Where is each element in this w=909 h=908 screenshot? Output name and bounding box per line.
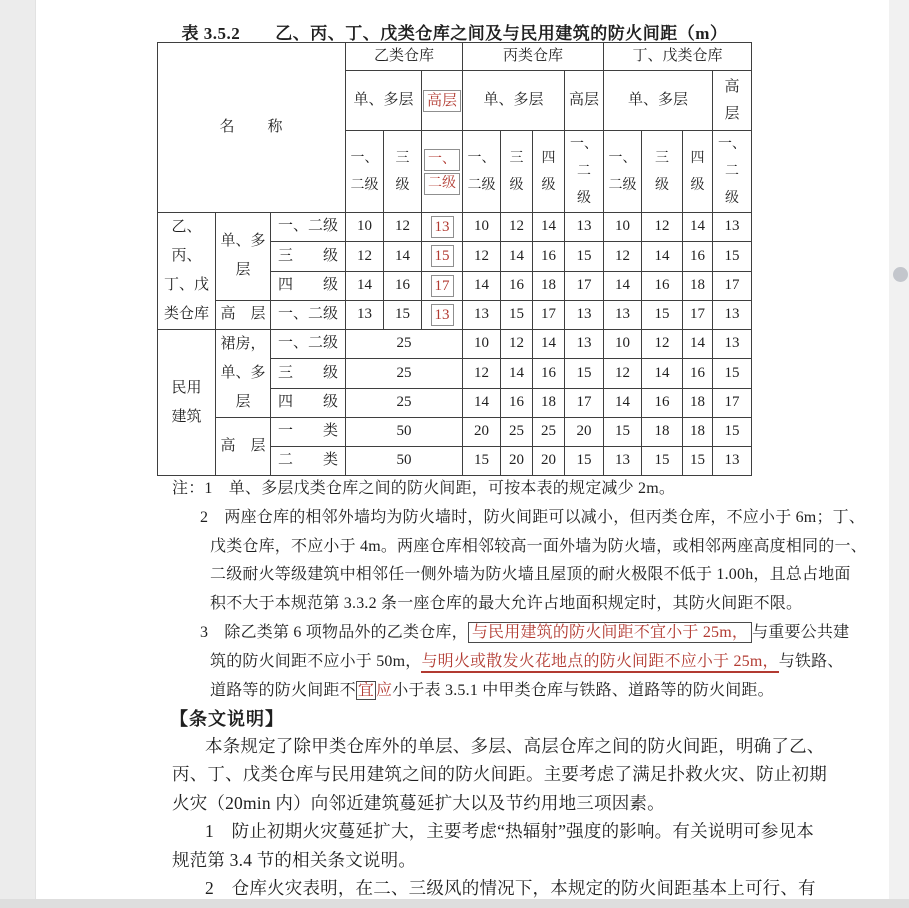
grade-line: 级 <box>690 177 705 193</box>
note-text: 戊类仓库，不应小于 4m。两座仓库相邻较高一面外墙为防火墙，或相邻两座高度相同的一、 <box>210 537 867 555</box>
table-caption: 表 3.5.2 乙、丙、丁、戊类仓库之间及与民用建筑的防火间距（m） <box>181 24 728 43</box>
value-cell: 12 <box>642 330 683 359</box>
grade-line: 四 <box>690 150 705 166</box>
grade-cell: 四 级 <box>271 388 346 417</box>
value-cell: 16 <box>533 242 565 271</box>
commentary-line <box>172 760 852 788</box>
grade-header-cell <box>604 131 642 213</box>
value-cell: 14 <box>533 213 565 242</box>
grade-cell: 一、二级 <box>271 300 346 329</box>
value-cell: 25 <box>501 418 533 447</box>
value-cell: 12 <box>384 213 422 242</box>
grade-header-cell <box>565 131 604 213</box>
value-cell: 13 <box>565 330 604 359</box>
grade-line: 一、 <box>718 137 747 152</box>
revision-box: 二级 <box>424 173 460 195</box>
grade-line: 二 <box>725 164 740 179</box>
value-cell: 16 <box>683 242 713 271</box>
note-line <box>172 619 872 648</box>
value-cell: 13 <box>713 330 752 359</box>
value-cell: 15 <box>713 418 752 447</box>
value-cell: 18 <box>642 418 683 447</box>
value-cell: 13 <box>713 213 752 242</box>
revision-char: 应 <box>376 681 393 699</box>
value-cell: 18 <box>683 271 713 300</box>
value-cell: 13 <box>604 300 642 329</box>
table-row <box>158 300 752 329</box>
note-text: 与铁路、 <box>778 652 844 670</box>
value-cell: 12 <box>501 330 533 359</box>
subheader-cell <box>713 71 752 131</box>
commentary-text: 火灾（20min 内）向邻近建筑蔓延扩大以及节约用地三项因素。 <box>172 792 665 813</box>
revision-box: 13 <box>431 304 454 326</box>
value-cell: 12 <box>501 213 533 242</box>
value-cell: 15 <box>713 359 752 388</box>
fire-distance-table <box>157 42 752 476</box>
value-cell-span: 25 <box>346 388 463 417</box>
value-cell: 20 <box>501 447 533 476</box>
value-cell: 12 <box>463 242 501 271</box>
value-cell: 15 <box>565 447 604 476</box>
scrollbar-track[interactable] <box>889 0 909 900</box>
value-cell: 13 <box>604 447 642 476</box>
value-cell: 17 <box>533 300 565 329</box>
value-cell: 13 <box>463 300 501 329</box>
grade-line: 一、二 <box>570 137 599 179</box>
corner-cell: 名 称 <box>158 43 346 213</box>
grade-header-cell <box>642 131 683 213</box>
grade-cell: 一、二级 <box>271 213 346 242</box>
subheader-line: 高 <box>724 78 740 95</box>
label-line: 层 <box>235 262 251 279</box>
table-notes <box>172 475 872 705</box>
value-cell: 14 <box>501 242 533 271</box>
grade-cell: 三 级 <box>271 242 346 271</box>
grade-cell: 一、二级 <box>271 330 346 359</box>
value-cell: 15 <box>565 359 604 388</box>
value-cell: 12 <box>604 359 642 388</box>
row-sub-qunfang <box>216 330 271 418</box>
value-cell-revised <box>422 271 463 300</box>
label-line: 单、多 <box>220 233 266 250</box>
value-cell: 15 <box>713 242 752 271</box>
note-line <box>172 475 872 504</box>
value-cell: 10 <box>463 213 501 242</box>
commentary-line <box>172 846 852 874</box>
revision-box: 一、 <box>424 149 460 171</box>
grade-line: 级 <box>509 177 524 193</box>
value-cell: 14 <box>463 271 501 300</box>
note-text: 筑的防火间距不应小于 50m， <box>210 652 422 670</box>
value-cell: 20 <box>533 447 565 476</box>
value-cell: 18 <box>683 388 713 417</box>
grade-cell: 三 级 <box>271 359 346 388</box>
note-line <box>172 590 872 619</box>
value-cell-revised <box>422 242 463 271</box>
grade-line: 一、 <box>467 150 496 166</box>
commentary-text: 规范第 3.4 节的相关条文说明。 <box>172 849 417 870</box>
label-line: 裙房， <box>220 336 266 352</box>
value-cell: 14 <box>346 271 384 300</box>
revision-highlight-box: 与民用建筑的防火间距不宜小于 25m， <box>468 622 752 643</box>
group-header-bing: 丙类仓库 <box>463 43 604 71</box>
value-cell-span: 25 <box>346 359 463 388</box>
value-cell: 17 <box>565 388 604 417</box>
note-line <box>172 504 872 533</box>
left-margin <box>0 0 36 900</box>
value-cell: 14 <box>604 388 642 417</box>
commentary <box>172 732 852 902</box>
grade-header-cell-revised <box>422 131 463 213</box>
note-text: 注：1 单、多层戊类仓库之间的防火间距，可按本表的规定减少 2m。 <box>172 480 676 497</box>
commentary-line <box>172 732 852 760</box>
section-label: 【条文说明】 <box>170 709 284 729</box>
value-cell: 18 <box>533 388 565 417</box>
value-cell: 14 <box>604 271 642 300</box>
value-cell: 13 <box>565 213 604 242</box>
value-cell: 16 <box>642 271 683 300</box>
grade-line: 二级 <box>350 177 379 193</box>
note-text: 3 除乙类第 6 项物品外的乙类仓库， <box>200 623 468 641</box>
grade-cell: 一 类 <box>271 418 346 447</box>
grade-line: 级 <box>655 177 670 193</box>
value-cell: 16 <box>642 388 683 417</box>
revision-char-box: 宜 <box>357 681 375 699</box>
grade-line: 四 <box>541 150 556 166</box>
grade-header-cell <box>533 131 565 213</box>
subheader-cell-revised <box>422 71 463 131</box>
revision-box: 15 <box>431 245 454 267</box>
value-cell: 16 <box>533 359 565 388</box>
value-cell-span: 50 <box>346 447 463 476</box>
value-cell-span: 50 <box>346 418 463 447</box>
label-line: 建筑 <box>171 408 202 425</box>
table-header-row <box>158 43 752 71</box>
subheader-line: 层 <box>724 105 740 122</box>
note-line <box>172 561 872 590</box>
value-cell: 18 <box>533 271 565 300</box>
value-cell: 15 <box>384 300 422 329</box>
value-cell: 14 <box>384 242 422 271</box>
value-cell: 12 <box>604 242 642 271</box>
value-cell-span: 25 <box>346 330 463 359</box>
label-line: 丁、戊 <box>163 277 209 293</box>
value-cell: 13 <box>346 300 384 329</box>
table-row <box>158 418 752 447</box>
row-sub-gaoceng-civil: 高 层 <box>216 418 271 476</box>
revision-box: 13 <box>431 216 454 238</box>
value-cell: 20 <box>565 418 604 447</box>
value-cell: 15 <box>501 300 533 329</box>
value-cell: 20 <box>463 418 501 447</box>
value-cell: 14 <box>683 330 713 359</box>
value-cell: 14 <box>683 213 713 242</box>
value-cell: 15 <box>642 300 683 329</box>
grade-line: 级 <box>541 177 556 193</box>
value-cell: 14 <box>642 359 683 388</box>
value-cell: 17 <box>683 300 713 329</box>
commentary-line <box>172 789 852 817</box>
grade-line: 一、 <box>350 150 379 166</box>
subheader-cell: 单、多层 <box>604 71 713 131</box>
commentary-text: 丙、丁、戊类仓库与民用建筑之间的防火间距。主要考虑了满足扑救火灾、防止初期 <box>172 764 827 785</box>
label-line: 层 <box>235 394 251 410</box>
revision-underline: 与明火或散发火花地点的防火间距不应小于 25m， <box>421 653 778 673</box>
note-text: 积不大于本规范第 3.3.2 条一座仓库的最大允许占地面积规定时，其防火间距不限。 <box>210 595 803 613</box>
value-cell: 14 <box>642 242 683 271</box>
scrollbar-thumb[interactable] <box>893 267 908 282</box>
value-cell: 17 <box>565 271 604 300</box>
note-text: 二级耐火等级建筑中相邻任一侧外墙为防火墙且屋顶的耐火极限不低于 1.00h，且总占地面 <box>210 566 851 584</box>
value-cell: 25 <box>533 418 565 447</box>
grade-line: 二级 <box>608 177 637 193</box>
grade-header-cell <box>713 131 752 213</box>
table-row <box>158 330 752 359</box>
value-cell-revised <box>422 213 463 242</box>
grade-line: 一、 <box>608 150 637 166</box>
grade-header-cell <box>463 131 501 213</box>
note-text: 道路等的防火间距不 <box>210 681 356 699</box>
subheader-cell: 高层 <box>565 71 604 131</box>
grade-header-cell <box>346 131 384 213</box>
grade-header-cell <box>501 131 533 213</box>
subheader-cell: 单、多层 <box>346 71 422 131</box>
note-text: 2 两座仓库的相邻外墙均为防火墙时，防火间距可以减小，但丙类仓库，不应小于 6m；丁、 <box>200 508 866 526</box>
value-cell: 17 <box>713 271 752 300</box>
value-cell: 14 <box>533 330 565 359</box>
value-cell: 16 <box>384 271 422 300</box>
value-cell: 16 <box>683 359 713 388</box>
note-line <box>172 677 872 706</box>
grade-line: 三 <box>509 150 524 166</box>
value-cell: 12 <box>642 213 683 242</box>
row-sub-gaoceng: 高 层 <box>216 300 271 329</box>
value-cell: 16 <box>501 271 533 300</box>
grade-header-cell <box>683 131 713 213</box>
commentary-text: 2 仓库火灾表明，在二、三级风的情况下，本规定的防火间距基本上可行、有 <box>205 877 816 898</box>
row-group-civil <box>158 330 216 476</box>
value-cell: 10 <box>604 330 642 359</box>
note-line <box>172 648 872 677</box>
commentary-text: 本条规定了除甲类仓库外的单层、多层、高层仓库之间的防火间距，明确了乙、 <box>205 736 825 756</box>
grade-line: 三 <box>655 150 670 166</box>
group-header-ding-wu: 丁、戊类仓库 <box>604 43 752 71</box>
commentary-line <box>172 874 852 902</box>
value-cell: 18 <box>683 418 713 447</box>
row-group-warehouse <box>158 213 216 330</box>
value-cell: 15 <box>565 242 604 271</box>
value-cell: 15 <box>642 447 683 476</box>
value-cell: 12 <box>463 359 501 388</box>
table-row <box>158 213 752 242</box>
label-line: 单、多 <box>220 365 266 381</box>
grade-line: 三 <box>395 150 410 166</box>
label-line: 乙、丙、 <box>171 219 202 264</box>
value-cell: 10 <box>346 213 384 242</box>
commentary-line <box>172 817 852 845</box>
grade-line: 级 <box>725 191 740 206</box>
value-cell: 14 <box>501 359 533 388</box>
grade-line: 级 <box>577 191 592 206</box>
value-cell: 10 <box>604 213 642 242</box>
value-cell: 16 <box>501 388 533 417</box>
value-cell: 15 <box>604 418 642 447</box>
group-header-yi: 乙类仓库 <box>346 43 463 71</box>
value-cell-revised <box>422 300 463 329</box>
label-line: 类仓库 <box>163 306 209 322</box>
grade-cell: 二 类 <box>271 447 346 476</box>
value-cell: 15 <box>683 447 713 476</box>
value-cell: 10 <box>463 330 501 359</box>
grade-line: 级 <box>395 177 410 193</box>
commentary-text: 1 防止初期火灾蔓延扩大，主要考虑“热辐射”强度的影响。有关说明可参见本 <box>205 821 814 842</box>
revision-box: 17 <box>431 275 454 297</box>
grade-line: 二级 <box>467 177 496 193</box>
value-cell: 13 <box>713 447 752 476</box>
note-line <box>172 533 872 562</box>
value-cell: 15 <box>463 447 501 476</box>
row-sub-danduoceng <box>216 213 271 301</box>
revision-box: 高层 <box>423 90 461 112</box>
value-cell: 13 <box>713 300 752 329</box>
value-cell: 13 <box>565 300 604 329</box>
note-text: 与重要公共建 <box>752 623 850 641</box>
value-cell: 14 <box>463 388 501 417</box>
value-cell: 12 <box>346 242 384 271</box>
grade-cell: 四 级 <box>271 271 346 300</box>
subheader-cell: 单、多层 <box>463 71 565 131</box>
value-cell: 17 <box>713 388 752 417</box>
grade-header-cell <box>384 131 422 213</box>
note-text: 小于表 3.5.1 中甲类仓库与铁路、道路等的防火间距。 <box>392 681 774 699</box>
label-line: 民用 <box>171 379 202 396</box>
